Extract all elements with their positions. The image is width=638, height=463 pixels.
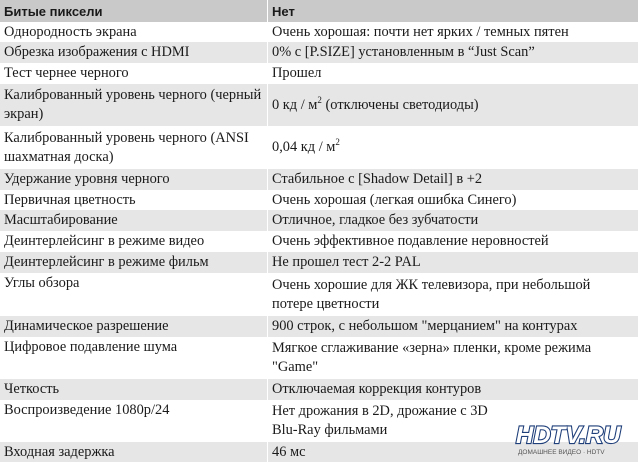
row-label [0,337,268,379]
row-label-text: Обрезка изображения с HDMI [4,44,190,60]
row-value-text: Очень хорошие для ЖК телевизора, при небольшой потере цветности [272,276,591,312]
row-value-text: Очень хорошая (легкая ошибка Синего) [272,191,517,208]
row-value-text: Прошел [272,65,322,81]
row-label-text: Масштабирование [4,212,118,228]
row-label-text: Калиброванный уровень черного (черный экран) [4,87,262,122]
row-value-text: Отличное, гладкое без зубчатости [272,212,479,228]
row-value [268,190,638,210]
row-value [268,337,638,379]
table-row [0,273,638,316]
row-label-text: Тест чернее черного [4,65,129,81]
row-label-text: Входная задержка [4,443,115,460]
row-label [0,442,268,462]
header-cell-value [268,0,638,22]
row-label [0,400,268,442]
row-label [0,63,268,84]
row-label [0,273,268,316]
value-superscript: 2 [317,94,322,105]
table-row [0,42,638,63]
row-value-text: Отключаемая коррекция контуров [272,381,482,397]
row-value [268,316,638,337]
table-row [0,126,638,169]
row-value-text [272,138,340,157]
row-value [268,126,638,169]
row-value-text: Нет дрожания в 2D, дрожание с 3D Blu-Ray фильмами [272,403,488,438]
logo-graphic [514,418,632,458]
row-value-text: 900 строк, с небольшом "мерцанием" на контурах [272,318,578,334]
row-value [268,273,638,316]
row-label [0,379,268,400]
row-label-text: Деинтерлейсинг в режиме фильм [4,254,209,270]
row-label [0,252,268,273]
row-value [268,252,638,273]
row-label-text: Первичная цветность [4,191,136,208]
header-value-text: Нет [272,3,295,19]
table-row [0,169,638,190]
row-label [0,84,268,126]
row-label [0,169,268,190]
row-label [0,22,268,42]
row-label-text: Деинтерлейсинг в режиме видео [4,233,205,249]
table-row [0,379,638,400]
value-main: 0,04 кд / м [272,139,336,155]
table-header-row [0,0,638,22]
row-label-text: Углы обзора [4,275,80,291]
table-row [0,22,638,42]
row-label-text: Воспроизведение 1080p/24 [4,402,170,418]
table-row [0,316,638,337]
row-value-text: Мягкое сглаживание «зерна» пленки, кроме режима "Game" [272,340,592,375]
table-row [0,190,638,210]
row-label [0,210,268,231]
row-label [0,316,268,337]
table-row [0,63,638,84]
row-value [268,169,638,190]
hdtv-logo-watermark [514,418,632,458]
table-row [0,337,638,379]
row-value-text: 46 мс [272,443,306,460]
value-superscript: 2 [335,137,340,148]
row-label-text: Четкость [4,381,60,397]
row-value-text: Не прошел тест 2-2 PAL [272,254,421,270]
table-row [0,84,638,126]
row-label-text: Удержание уровня черного [4,171,170,187]
row-label-text: Калиброванный уровень черного (ANSI шахматная доска) [4,129,249,165]
row-label-text: Однородность экрана [4,23,137,40]
table-row [0,252,638,273]
row-value-text: Очень хорошая: почти нет ярких / темных пятен [272,23,569,40]
value-suffix: (отключены светодиоды) [321,96,479,113]
table-row [0,231,638,252]
row-value-text: 0% с [P.SIZE] установленным в “Just Scan” [272,44,535,60]
row-value [268,231,638,252]
logo-brand-text: HDTV.RU [516,422,621,449]
row-label [0,42,268,63]
row-label [0,190,268,210]
row-value [268,42,638,63]
row-label-text: Динамическое разрешение [4,318,169,334]
row-value [268,63,638,84]
row-label-text: Цифровое подавление шума [4,339,178,355]
row-value [268,379,638,400]
row-value [268,210,638,231]
table-row [0,210,638,231]
row-value [268,22,638,42]
logo-tagline-text: ДОМАШНЕЕ ВИДЕО · HDTV [518,449,605,456]
row-label [0,231,268,252]
row-value-text: Стабильное с [Shadow Detail] в +2 [272,171,483,187]
row-value-text [272,96,479,115]
row-value [268,84,638,126]
header-cell-label [0,0,268,22]
value-main: 0 кд / м [272,96,318,113]
header-label-text: Битые пиксели [4,3,103,19]
row-value-text: Очень эффективное подавление неровностей [272,233,549,249]
row-label [0,126,268,169]
